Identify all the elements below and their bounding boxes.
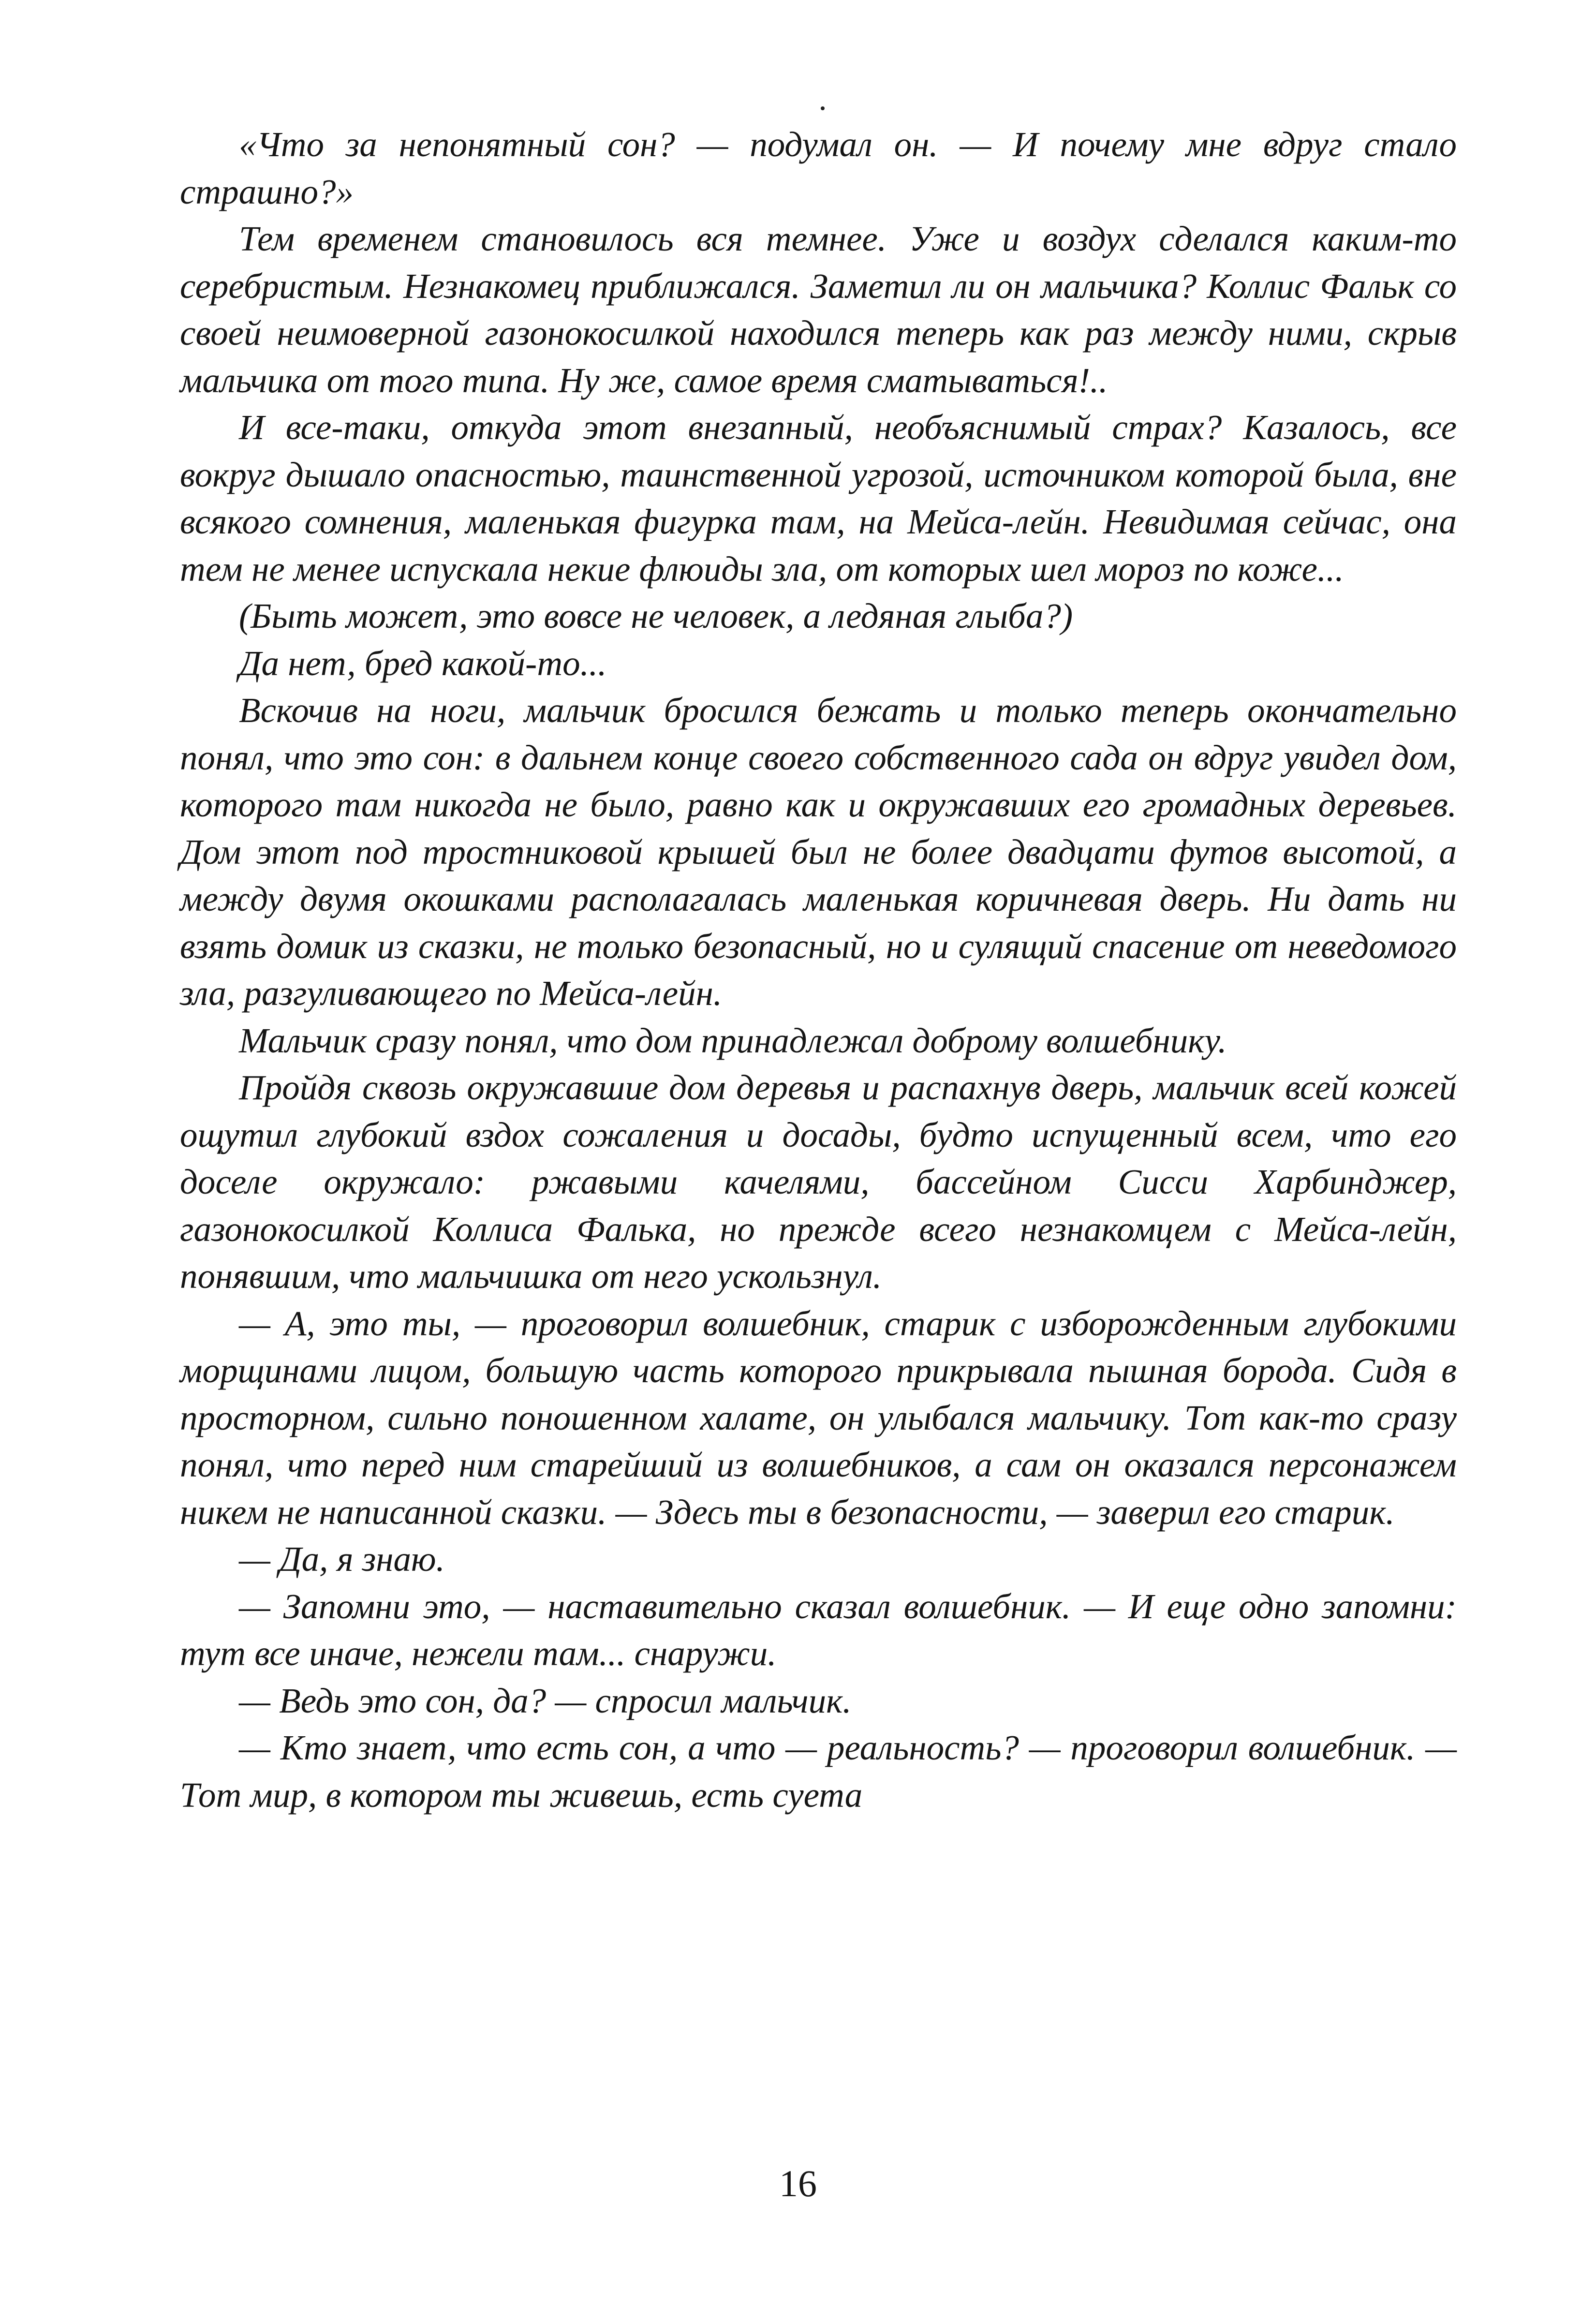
paragraph: Вскочив на ноги, мальчик бросился бежать и только теперь окончательно понял, что это сон: в дальнем конце своего собственного сада он вдруг увидел дом, которого там никогда не было, равно как и окружавших его громадных деревьев. Дом этот под тростниковой крышей был не более двадцати футов высотой, а между двумя окошками располагалась маленькая коричневая дверь. Ни дать ни взять домик из сказки, не только безопасный, но и сулящий спасение от неведомого зла, разгуливающего по Мейса-лейн. bbox=[180, 691, 1457, 1013]
paragraph: «Что за непонятный сон? — подумал он. — И почему мне вдруг стало страшно?» bbox=[180, 125, 1457, 211]
page-number: 16 bbox=[779, 2162, 817, 2204]
paragraph: — Кто знает, что есть сон, а что — реальность? — проговорил волшебник. — Тот мир, в котором ты живешь, есть суета bbox=[180, 1728, 1457, 1815]
paragraph: Тем временем становилось вся темнее. Уже и воздух сделался каким-то серебристым. Незнакомец приближался. Заметил ли он мальчика? Коллис Фальк со своей неимоверной газонокосилкой находился теперь как раз между ними, скрыв мальчика от того типа. Ну же, самое время сматываться!.. bbox=[180, 219, 1457, 400]
paragraph: — Ведь это сон, да? — спросил мальчик. bbox=[239, 1681, 852, 1720]
paragraph: (Быть может, это вовсе не человек, а ледяная глыба?) bbox=[239, 596, 1073, 635]
paragraph: — Запомни это, — наставительно сказал волшебник. — И еще одно запомни: тут все иначе, нежели там... снаружи. bbox=[180, 1586, 1457, 1673]
paragraph: Пройдя сквозь окружавшие дом деревья и распахнув дверь, мальчик всей кожей ощутил глубокий вздох сожаления и досады, будто испущенный всем, что его доселе окружало: ржавыми качелями, бассейном Сисси Харбинджер, газонокосилкой Коллиса Фалька, но прежде всего незнакомцем с Мейса-лейн, понявшим, что мальчишка от него ускользнул. bbox=[180, 1068, 1457, 1296]
print-mark bbox=[821, 106, 825, 110]
paragraph: — Да, я знаю. bbox=[239, 1539, 445, 1579]
paragraph: И все-таки, откуда этот внезапный, необъяснимый страх? Казалось, все вокруг дышало опасностью, таинственной угрозой, источником которой была, вне всякого сомнения, маленькая фигурка там, на Мейса-лейн. Невидимая сейчас, она тем не менее испускала некие флюиды зла, от которых шел мороз по коже... bbox=[180, 408, 1457, 589]
paragraph: — А, это ты, — проговорил волшебник, старик с изборожденным глубокими морщинами лицом, большую часть которого прикрывала пышная борода. Сидя в просторном, сильно поношенном халате, он улыбался мальчику. Тот как-то сразу понял, что перед ним старейший из волшебников, а сам он оказался персонажем никем не написанной сказки. — Здесь ты в безопасности, — заверил его старик. bbox=[180, 1303, 1457, 1532]
paragraph: Мальчик сразу понял, что дом принадлежал доброму волшебнику. bbox=[239, 1020, 1227, 1060]
paragraph: Да нет, бред какой-то... bbox=[239, 643, 607, 683]
page-body bbox=[180, 121, 1457, 1818]
